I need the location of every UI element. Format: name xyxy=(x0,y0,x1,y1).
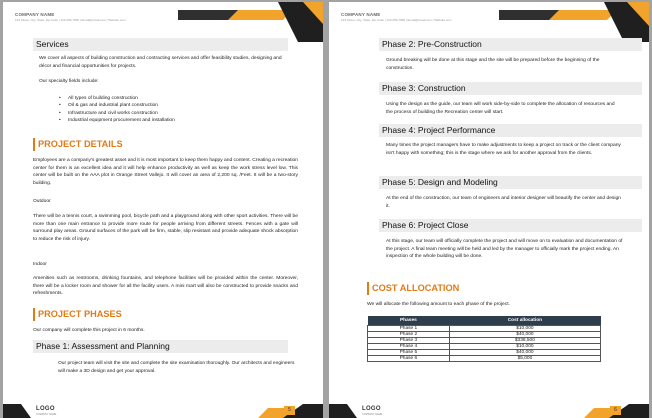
specialty-intro: Our specialty fields include: xyxy=(39,79,99,84)
table-cell: Phase 5 xyxy=(368,349,450,355)
company-tagline: 123 Street, City, State, Zip Code | 123-456-7890 | Email@email.com | Website.com xyxy=(341,18,452,22)
phase3-heading: Phase 3: Construction xyxy=(379,82,642,95)
header-corner-decoration xyxy=(499,2,649,42)
phase2-heading: Phase 2: Pre-Construction xyxy=(379,38,642,51)
phases-intro: Our company will complete this project in 6 months. xyxy=(33,328,145,333)
project-phases-heading: PROJECT PHASES xyxy=(33,308,122,321)
indoor-label: Indoor xyxy=(33,262,47,267)
cost-intro: We will allocate the following amount to each phase of the project. xyxy=(367,302,510,307)
footer-logo-sub: COMPANY NAME xyxy=(362,413,383,416)
project-details-text: Employees are a company's greatest asset and it is most important to keep them happy and content. Creating a recreation center for them is an excellent idea and it will help enhance productivity as well as keep the work stress level low. This center will be built on the AAA plot in Orange Street Vallejo. It will cover an area of 2,200 sq. /Feet. It will be a two-story building. xyxy=(33,158,298,186)
document-page-6 xyxy=(329,2,649,418)
table-header-row xyxy=(368,316,601,325)
table-cell: Phase 4 xyxy=(368,343,450,349)
cost-allocation-heading: COST ALLOCATION xyxy=(367,282,459,295)
phase4-text: Many times the project managers have to make adjustments to keep a project on track or the client company isn't happy with something; this is the stage where we ask for another approval from the clients. xyxy=(386,143,621,156)
page-number: 5 xyxy=(284,406,295,415)
list-item: • All types of building construction xyxy=(59,95,289,102)
phase3-text: Using the design as the guide, our team will work side-by-side to complete the allocation of resources and the process of building the Recreation center will start. xyxy=(386,102,615,115)
table-header-phases: Phases xyxy=(368,316,450,325)
phase6-heading: Phase 6: Project Close xyxy=(379,219,642,232)
table-cell: Phase 2 xyxy=(368,331,450,337)
company-tagline: 123 Street, City, State, Zip Code | 123-456-7890 | Email@email.com | Website.com xyxy=(15,18,126,22)
table-cell: $40,000 xyxy=(449,331,600,337)
company-name: COMPANY NAME xyxy=(15,12,55,17)
phase5-heading: Phase 5: Design and Modeling xyxy=(379,176,642,189)
list-item: • Infrastructure and civil works construction xyxy=(59,110,289,117)
phase4-heading: Phase 4: Project Performance xyxy=(379,124,642,137)
outdoor-text: There will be a tennis court, a swimming pool, bicycle path and a playground along with other sport activities. There will be more than one main entrance to provide more route for people arriving from different streets. Fences with a gate will surround play areas. Ground surfaces of the park will be firm, stable, slip resistant and provide adequate shock absorption to reduce the risk of injury. xyxy=(33,214,298,242)
services-intro: We cover all aspects of building construction and contracting services and offer feasibility studies, designing and décor and financial opportunities for projects. xyxy=(39,56,282,69)
table-cell: $40,000 xyxy=(449,349,600,355)
footer-logo: LOGO xyxy=(36,406,55,412)
page-number: 6 xyxy=(610,406,621,415)
specialty-list xyxy=(59,95,289,125)
table-cell: $5,000 xyxy=(449,355,600,361)
list-item: • Oil & gas and industrial plant construction xyxy=(59,102,289,109)
phase1-heading: Phase 1: Assessment and Planning xyxy=(33,340,288,353)
footer-logo-sub: COMPANY NAME xyxy=(36,413,57,416)
company-name: COMPANY NAME xyxy=(341,12,381,17)
project-details-heading: PROJECT DETAILS xyxy=(33,138,123,151)
services-heading: Services xyxy=(33,38,288,51)
phase2-text: Ground breaking will be done at this stage and the site will be prepared before the beginning of the construction. xyxy=(386,58,600,71)
indoor-text: Amenities such as restrooms, drinking fountains, and telephone facilities will be provided within the center. Moreover, there will be a locker room and shower for all the facility users. A mini mart will also be constructed to provide snacks and refreshments. xyxy=(33,276,298,297)
table-row xyxy=(368,355,601,361)
cost-allocation-table xyxy=(367,316,601,362)
phase5-text: At the end of the construction, our team of engineers and interior designer will beautify the center and design it. xyxy=(386,196,621,209)
outdoor-label: Outdoor xyxy=(33,199,51,204)
table-cell: $10,000 xyxy=(449,325,600,331)
table-cell: Phase 6 xyxy=(368,355,450,361)
phase1-text: Our project team will visit the site and complete the site examination thoroughly. Our architects and engineers will make a 3D design and get your approval. xyxy=(58,361,295,374)
table-cell: Phase 3 xyxy=(368,337,450,343)
table-cell: $10,000 xyxy=(449,343,600,349)
list-item: • Industrial equipment procurement and installation xyxy=(59,117,289,124)
footer-logo: LOGO xyxy=(362,406,381,412)
header-corner-decoration xyxy=(178,2,323,42)
phase6-text: At this stage, our team will officially complete the project and will move on to evaluation and documentation of the project. A final team meeting will be held and led by the manager to officially mark the project ending. An inspection of the whole building will be done. xyxy=(386,239,623,260)
table-header-cost: Cost allocation xyxy=(449,316,600,325)
table-cell: Phase 1 xyxy=(368,325,450,331)
document-page-5 xyxy=(3,2,323,418)
table-cell: $338,500 xyxy=(449,337,600,343)
